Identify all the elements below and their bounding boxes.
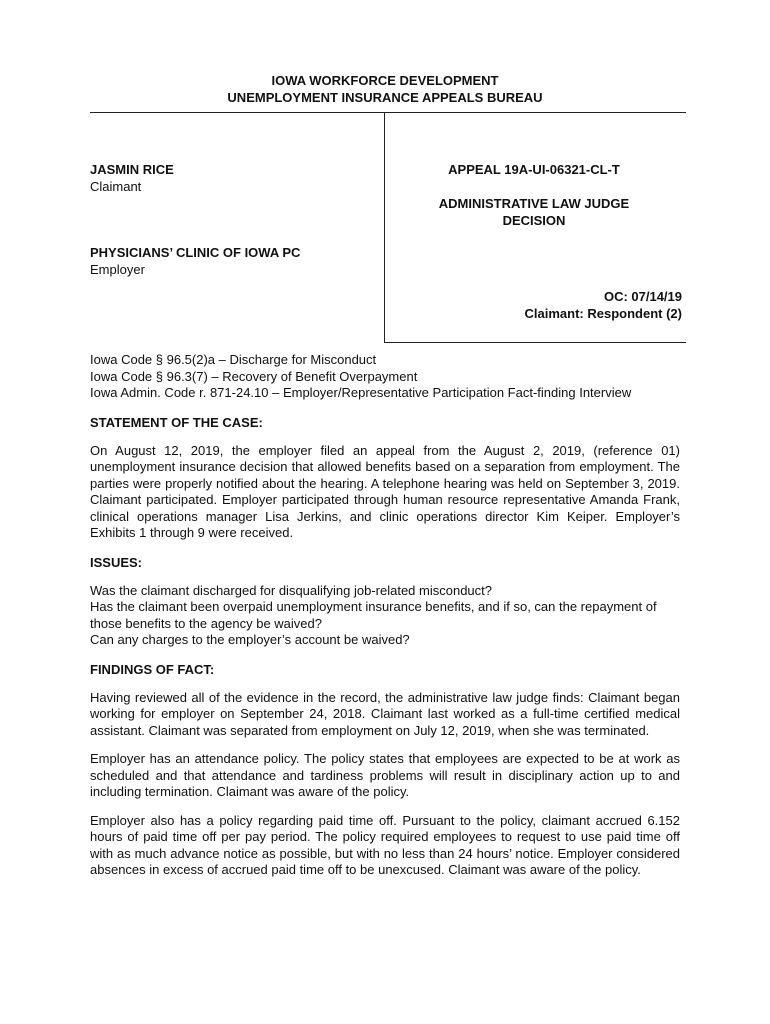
code-citation: Iowa Code § 96.3(7) – Recovery of Benefit Overpayment: [90, 368, 418, 384]
employer-role: Employer: [90, 262, 145, 277]
code-citation: Iowa Code § 96.5(2)a – Discharge for Misconduct: [90, 352, 377, 367]
issue-item: Has the claimant been overpaid unemployment insurance benefits, and if so, can the repayment of those benefits to the agency be waived?: [90, 599, 657, 631]
employer-name: PHYSICIANS’ CLINIC OF IOWA PC: [90, 245, 301, 260]
claimant-role: Claimant: [90, 179, 142, 194]
issue-item: Can any charges to the employer’s account be waived?: [90, 632, 410, 647]
findings-paragraph: Employer also has a policy regarding paid time off. Pursuant to the policy, claimant accrued 6.152 hours of paid time off per pay period. The policy required employees to request to use paid time off with as much advance notice as possible, but with no less than 24 hours’ notice. Employer considered absences in excess of accrued paid time off to be unexcused. Claimant was aware of the policy.: [90, 812, 680, 877]
claimant-name: JASMIN RICE: [90, 162, 174, 177]
agency-name: IOWA WORKFORCE DEVELOPMENT: [271, 73, 499, 88]
decision-title-line2: DECISION: [502, 213, 566, 228]
appeal-column: [386, 161, 682, 322]
code-citation: Iowa Admin. Code r. 871-24.10 – Employer/Representative Participation Fact-finding Interview: [90, 385, 632, 400]
issue-item: Was the claimant discharged for disqualifying job-related misconduct?: [90, 582, 492, 598]
findings-heading: FINDINGS OF FACT:: [90, 661, 215, 677]
issues-list: [90, 583, 680, 649]
document-page: [90, 72, 680, 891]
statement-heading: STATEMENT OF THE CASE:: [90, 414, 263, 430]
caption-divider: [384, 113, 385, 343]
findings-paragraph: Having reviewed all of the evidence in the record, the administrative law judge finds: Claimant began working for employer on September 24, 2018. Claimant last worked as a full-time certified medical assistant. Claimant was separated from employment on July 12, 2019, when she was terminated.: [90, 689, 680, 738]
agency-header: [90, 72, 680, 106]
claimant-block: [90, 161, 370, 195]
decision-title-line1: ADMINISTRATIVE LAW JUDGE: [438, 196, 630, 211]
statement-paragraph: On August 12, 2019, the employer filed an appeal from the August 2, 2019, (reference 01) unemployment insurance decision that allowed benefits based on a separation from employment. The parties were properly notified about the hearing. A telephone hearing was held on September 3, 2019. Claimant participated. Employer participated through human resource representative Amanda Frank, clinical operations manager Lisa Jerkins, and clinic operations director Kim Keiper. Employer’s Exhibits 1 through 9 were received.: [90, 442, 680, 540]
issues-heading: ISSUES:: [90, 554, 143, 570]
caption-bottom-rule: [384, 342, 686, 343]
parties-column: [90, 161, 370, 327]
case-caption: [90, 112, 686, 343]
employer-block: [90, 244, 370, 278]
oc-date: OC: 07/14/19: [603, 289, 682, 304]
appeal-number: APPEAL 19A-UI-06321-CL-T: [448, 162, 620, 177]
claimant-status: Claimant: Respondent (2): [524, 306, 682, 321]
code-citations: [90, 352, 680, 402]
bureau-name: UNEMPLOYMENT INSURANCE APPEALS BUREAU: [227, 90, 543, 105]
findings-paragraph: Employer has an attendance policy. The policy states that employees are expected to be at work as scheduled and that attendance and tardiness problems will result in disciplinary action up to and including termination. Claimant was aware of the policy.: [90, 751, 680, 799]
